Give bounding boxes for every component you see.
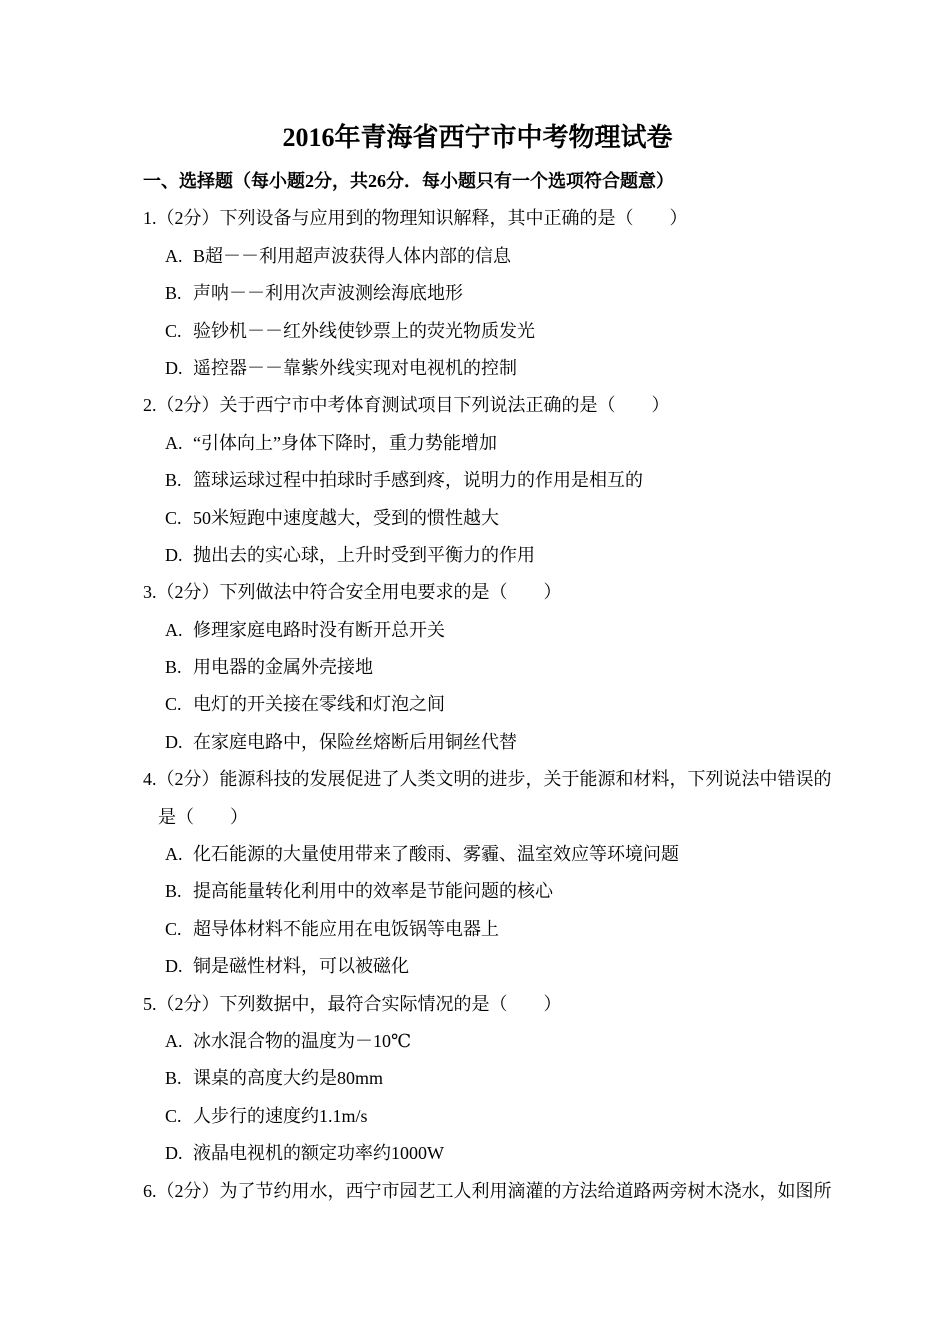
question-4-option-c [143, 911, 812, 948]
question-5-option-b [143, 1060, 812, 1097]
question-5 [143, 986, 812, 1173]
question-stem-text: （2分）下列数据中，最符合实际情况的是（ ） [156, 993, 562, 1014]
option-label: D. [165, 357, 183, 378]
question-1-stem [143, 200, 812, 237]
option-label: D. [165, 1143, 183, 1164]
question-number: 5. [143, 993, 157, 1014]
question-stem-text: （2分）能源科技的发展促进了人类文明的进步，关于能源和材料，下列说法中错误的 [156, 769, 832, 790]
question-3-option-b [143, 649, 812, 686]
option-text: 修理家庭电路时没有断开总开关 [193, 619, 445, 640]
question-5-option-c [143, 1098, 812, 1135]
question-1 [143, 200, 812, 387]
option-text: B超－－利用超声波获得人体内部的信息 [193, 245, 512, 266]
option-label: A. [165, 245, 183, 266]
question-5-option-d [143, 1135, 812, 1172]
question-number: 6. [143, 1180, 157, 1201]
question-number: 2. [143, 395, 157, 416]
question-2-option-a [143, 425, 812, 462]
question-stem-text: （2分）下列做法中符合安全用电要求的是（ ） [156, 582, 562, 603]
question-3-option-c [143, 686, 812, 723]
option-text: 液晶电视机的额定功率约1000W [193, 1143, 444, 1164]
option-text: 人步行的速度约1.1m/s [193, 1105, 368, 1126]
question-2-option-d [143, 537, 812, 574]
question-4-option-b [143, 873, 812, 910]
question-6 [143, 1173, 832, 1210]
option-text: 抛出去的实心球，上升时受到平衡力的作用 [193, 544, 535, 565]
option-label: A. [165, 619, 183, 640]
option-text: 验钞机－－红外线使钞票上的荧光物质发光 [193, 320, 535, 341]
option-text: 遥控器－－靠紫外线实现对电视机的控制 [193, 357, 517, 378]
question-3-option-a [143, 612, 812, 649]
option-text: 提高能量转化利用中的效率是节能问题的核心 [193, 881, 553, 902]
question-4-option-d [143, 948, 812, 985]
option-text: 50米短跑中速度越大，受到的惯性越大 [193, 507, 499, 528]
option-text: 化石能源的大量使用带来了酸雨、雾霾、温室效应等环境问题 [193, 844, 679, 865]
option-text: “引体向上”身体下降时，重力势能增加 [193, 432, 497, 453]
question-2-stem [143, 387, 812, 424]
option-text: 电灯的开关接在零线和灯泡之间 [193, 694, 445, 715]
question-3 [143, 574, 812, 761]
option-label: C. [165, 320, 182, 341]
question-6-stem [143, 1173, 832, 1210]
option-label: C. [165, 694, 182, 715]
option-label: B. [165, 1068, 182, 1089]
question-1-option-c [143, 313, 812, 350]
option-text: 在家庭电路中，保险丝熔断后用铜丝代替 [193, 731, 517, 752]
option-label: C. [165, 1105, 182, 1126]
page-title: 2016年青海省西宁市中考物理试卷 [282, 123, 673, 152]
option-label: B. [165, 470, 182, 491]
section-header: 一、选择题（每小题2分，共26分．每小题只有一个选项符合题意） [143, 171, 674, 191]
question-number: 3. [143, 582, 157, 603]
question-stem-text: 是（ ） [158, 806, 248, 827]
question-2-option-b [143, 462, 812, 499]
option-label: D. [165, 544, 183, 565]
option-label: B. [165, 881, 182, 902]
option-text: 用电器的金属外壳接地 [193, 657, 373, 678]
option-label: B. [165, 657, 182, 678]
question-3-option-d [143, 724, 812, 761]
option-label: A. [165, 844, 183, 865]
option-text: 篮球运球过程中拍球时手感到疼，说明力的作用是相互的 [193, 470, 643, 491]
option-text: 铜是磁性材料，可以被磁化 [193, 956, 409, 977]
option-label: D. [165, 731, 183, 752]
question-5-option-a [143, 1023, 812, 1060]
question-2 [143, 387, 812, 574]
question-1-option-b [143, 275, 812, 312]
question-2-option-c [143, 500, 812, 537]
question-stem-text: （2分）关于西宁市中考体育测试项目下列说法正确的是（ ） [156, 395, 670, 416]
option-text: 冰水混合物的温度为－10℃ [193, 1030, 412, 1051]
question-1-option-a [143, 238, 812, 275]
option-label: B. [165, 283, 182, 304]
question-stem-text: （2分）为了节约用水，西宁市园艺工人利用滴灌的方法给道路两旁树木浇水，如图所 [156, 1180, 832, 1201]
question-4 [143, 761, 832, 985]
option-label: A. [165, 1030, 183, 1051]
question-5-stem [143, 986, 812, 1023]
question-stem-text: （2分）下列设备与应用到的物理知识解释，其中正确的是（ ） [156, 208, 688, 229]
option-label: C. [165, 918, 182, 939]
question-4-stem-continuation [143, 799, 812, 836]
question-3-stem [143, 574, 812, 611]
question-number: 4. [143, 769, 157, 790]
question-4-stem [143, 761, 832, 798]
option-text: 超导体材料不能应用在电饭锅等电器上 [193, 918, 499, 939]
option-label: A. [165, 432, 183, 453]
question-4-option-a [143, 836, 812, 873]
option-text: 课桌的高度大约是80mm [193, 1068, 384, 1089]
option-label: C. [165, 507, 182, 528]
question-number: 1. [143, 208, 157, 229]
option-text: 声呐－－利用次声波测绘海底地形 [193, 283, 463, 304]
question-1-option-d [143, 350, 812, 387]
option-label: D. [165, 956, 183, 977]
